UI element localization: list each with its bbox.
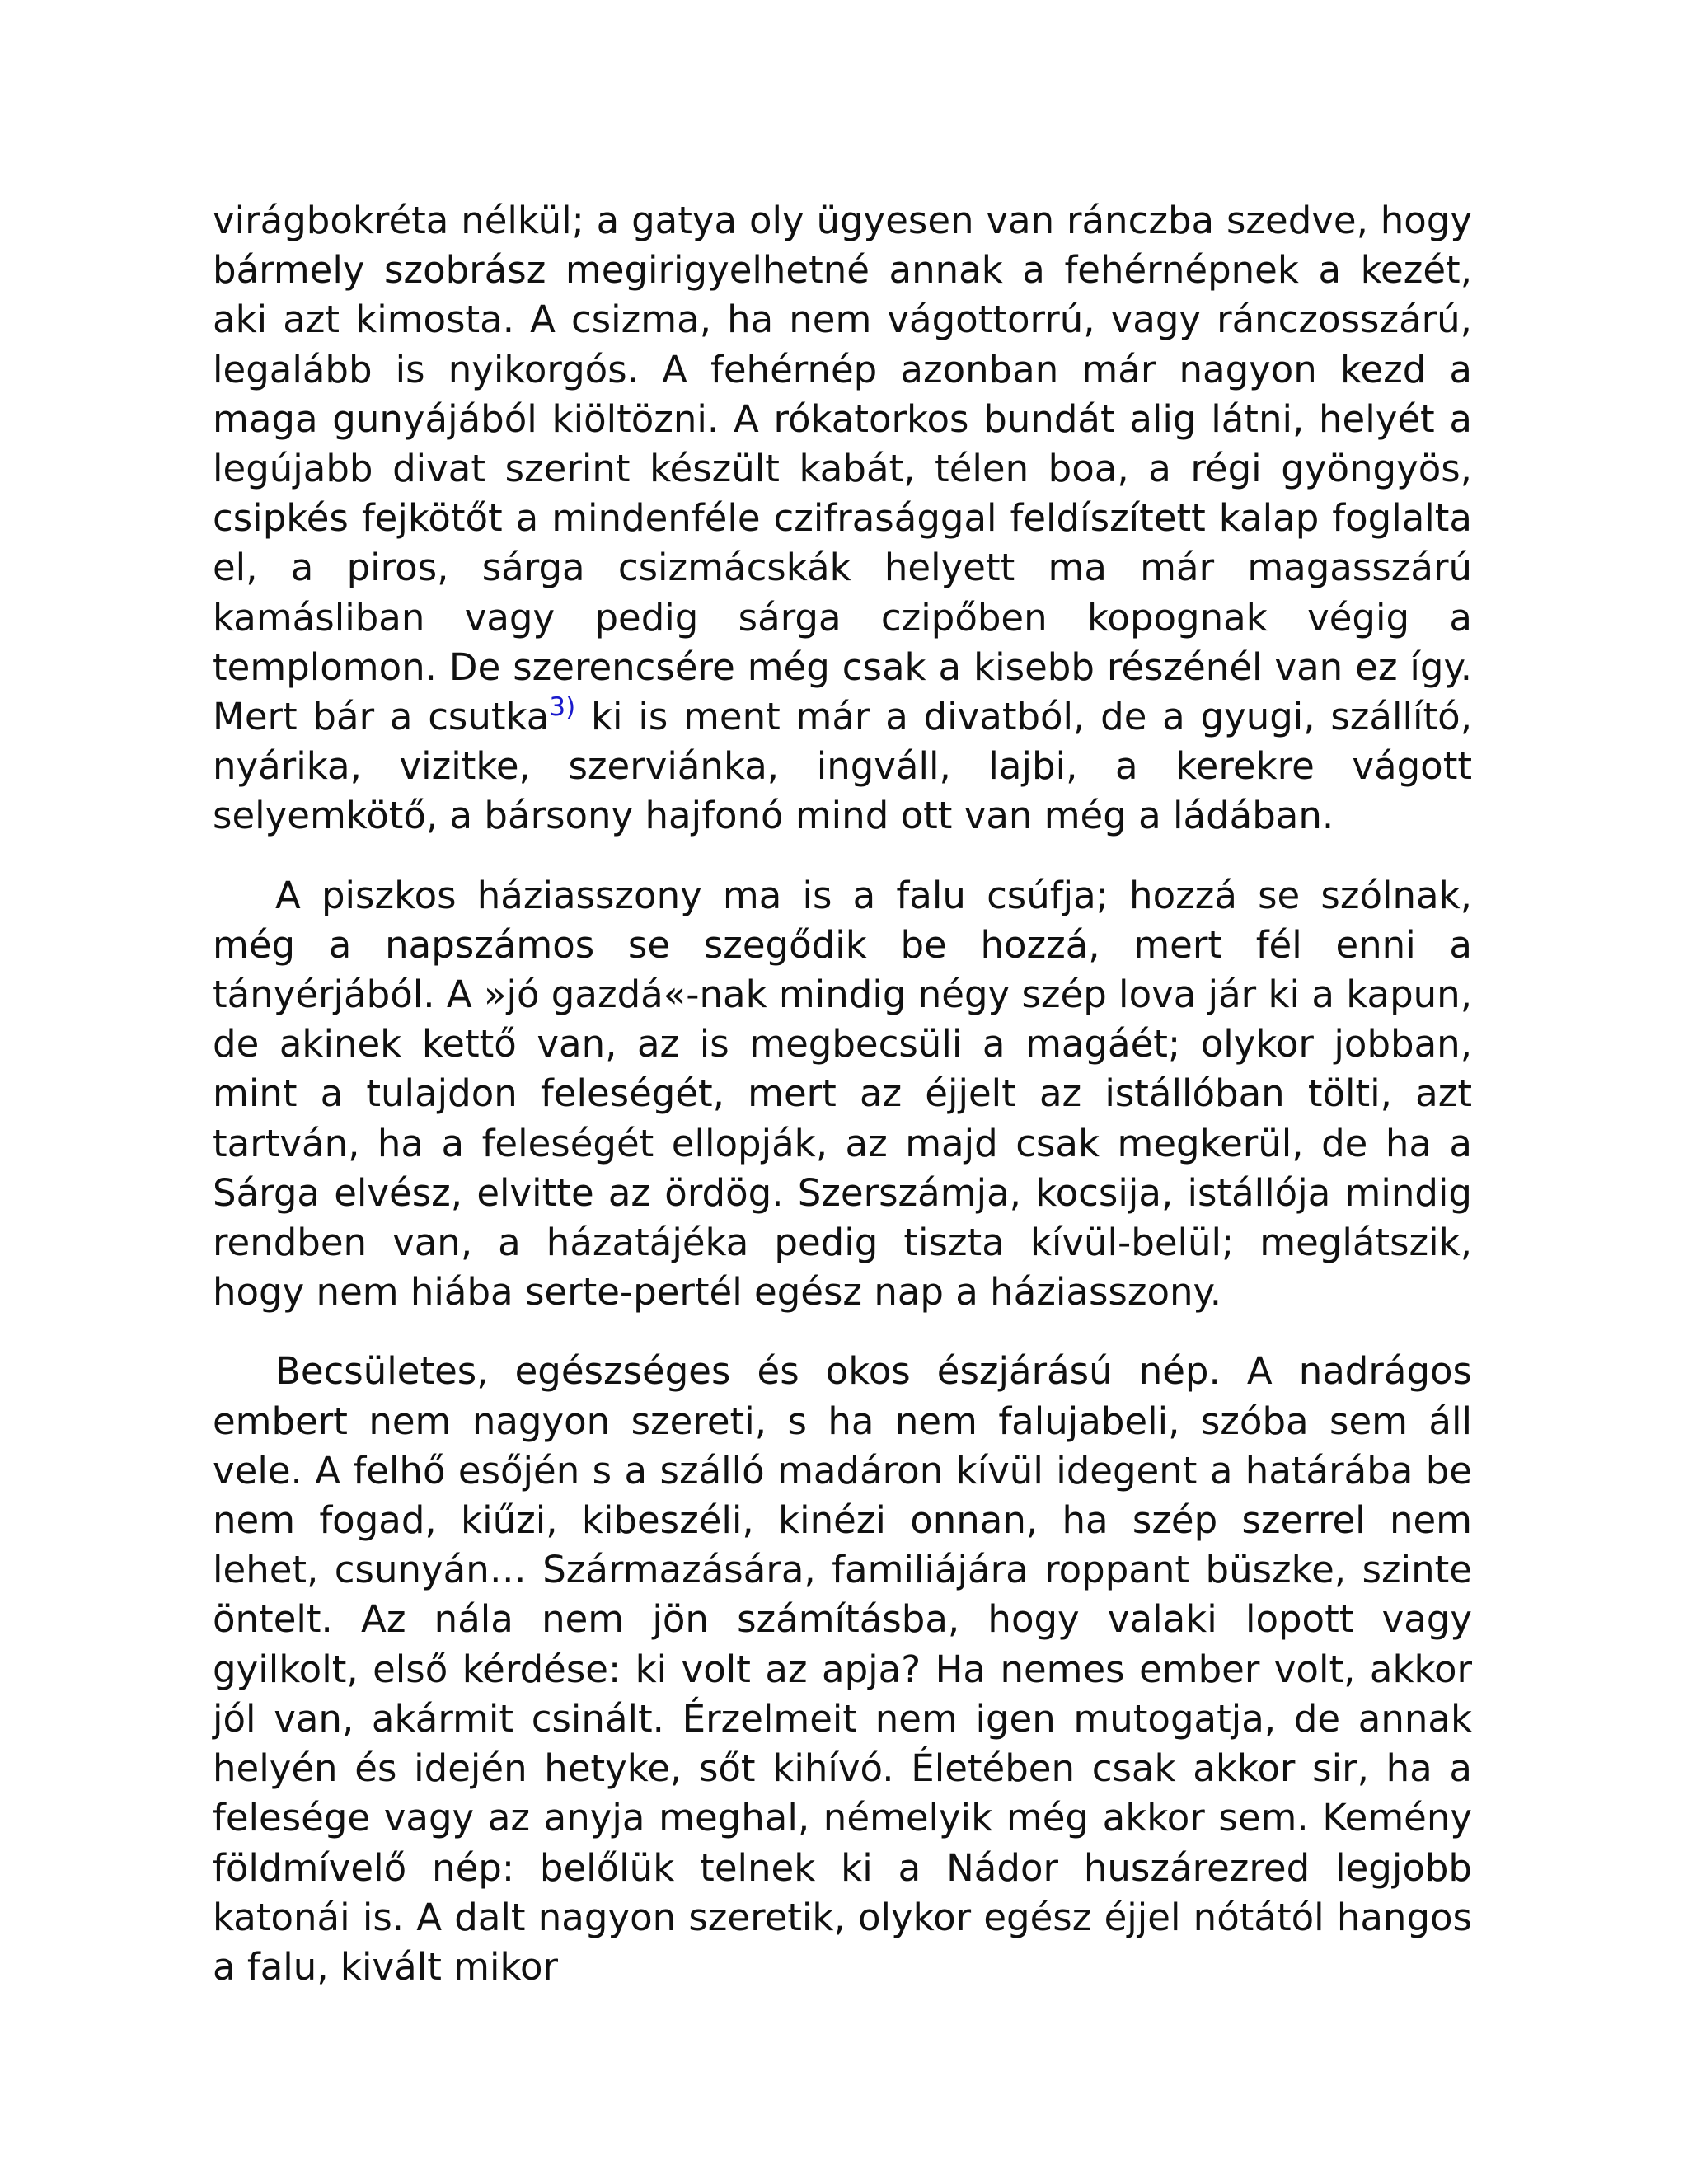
paragraph-1-text-before-footnote: virágbokréta nélkül; a gatya oly ügyesen van ránczba szedve, hogy bármely szobrász megirigyelhetné annak a fehérnépnek a kezét, aki azt kimosta. A csizma, ha nem vágottorrú, vagy ránczosszárú, legalább is nyikorgós. A fehérnép azonban már nagyon kezd a maga gunyájából kiöltözni. A rókatorkos bundát alig látni, helyét a legújabb divat szerint készült kabát, télen boa, a régi gyöngyös, csipkés fejkötőt a mindenféle czifrasággal feldíszített kalap foglalta el, a piros, sárga csizmácskák helyett ma már magasszárú kamásliban vagy pedig sárga czipőben kopognak végig a templomon. De szerencsére még csak a kisebb részénél van ez így. Mert bár a csutka: [213, 199, 1472, 739]
footnote-reference-link[interactable]: 3): [549, 692, 576, 723]
paragraph-1-text-after-footnote: ki is ment már a divatból, de a gyugi, szállító, nyárika, vizitke, szerviánka, ingváll, lajbi, a kerekre vágott selyemkötő, a bársony hajfonó mind ott van még a ládában.: [213, 695, 1472, 838]
document-page: [213, 196, 1472, 1992]
paragraph-2: A piszkos háziasszony ma is a falu csúfja; hozzá se szólnak, még a napszámos se szegődik be hozzá, mert fél enni a tányérjából. A »jó gazdá«-nak mindig négy szép lova jár ki a kapun, de akinek kettő van, az is megbecsüli a magáét; olykor jobban, mint a tulajdon feleségét, mert az éjjelt az istállóban tölti, azt tartván, ha a feleségét ellopják, az majd csak megkerül, de ha a Sárga elvész, elvitte az ördög. Szerszámja, kocsija, istállója mindig rendben van, a házatájéka pedig tiszta kívül-belül; meglátszik, hogy nem hiába serte-pertél egész nap a háziasszony.: [213, 873, 1472, 1315]
paragraph-3: Becsületes, egészséges és okos észjárású nép. A nadrágos embert nem nagyon szereti, s ha nem falujabeli, szóba sem áll vele. A felhő esőjén s a szálló madáron kívül idegent a határába be nem fogad, kiűzi, kibeszéli, kinézi onnan, ha szép szerrel nem lehet, csunyán… Származására, familiájára roppant büszke, szinte öntelt. Az nála nem jön számításba, hogy valaki lopott vagy gyilkolt, első kérdése: ki volt az apja? Ha nemes ember volt, akkor jól van, akármit csinált. Érzelmeit nem igen mutogatja, de annak helyén és idején hetyke, sőt kihívó. Életében csak akkor sir, ha a felesége vagy az anyja meghal, némelyik még akkor sem. Kemény földmívelő nép: belőlük telnek ki a Nádor huszárezred legjobb katonái is. A dalt nagyon szeretik, olykor egész éjjel nótától hangos a falu, kivált mikor: [213, 1349, 1472, 1989]
paragraph-1: [213, 196, 1472, 841]
